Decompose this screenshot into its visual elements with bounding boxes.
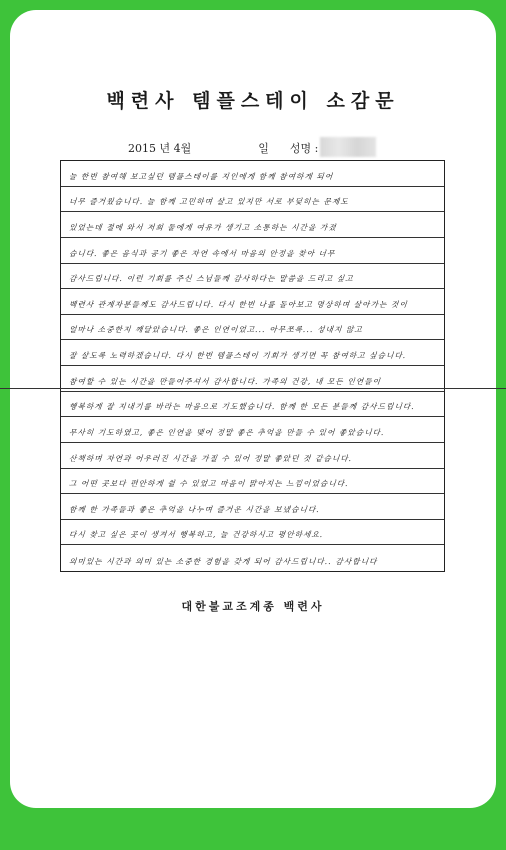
handwritten-text: 다시 찾고 싶은 곳이 생겨서 행복하고, 늘 건강하시고 평안하세요. [68, 530, 324, 540]
text-line [61, 289, 444, 315]
handwritten-text: 무사히 기도하였고, 좋은 인연을 맺어 정말 좋은 추억을 만들 수 있어 좋았습니다. [68, 427, 386, 437]
text-line [61, 443, 444, 469]
handwritten-text: 얼마나 소중한지 깨달았습니다. 좋은 인연이었고... 아무쪼록... 성내지 않고 [68, 325, 364, 335]
fold-line [0, 388, 506, 389]
handwritten-text: 감사드립니다. 이런 기회를 주신 스님들께 감사하다는 말씀을 드리고 싶고 [68, 274, 355, 284]
document-meta [128, 140, 318, 156]
handwritten-text: 함께 한 가족들과 좋은 추억을 나누며 즐거운 시간을 보냈습니다. [68, 504, 321, 514]
redacted-name [320, 137, 376, 157]
text-line [61, 212, 444, 238]
text-line [61, 187, 444, 213]
handwritten-text: 있었는데 절에 와서 저희 둘에게 여유가 생기고 소통하는 시간을 가졌 [68, 222, 338, 232]
handwritten-text: 늘 한번 참여해 보고싶던 템플스테이를 지인에게 함께 참여하게 되어 [68, 171, 334, 181]
text-line [61, 315, 444, 341]
document-title: 백련사 템플스테이 소감문 [106, 90, 400, 112]
text-line [61, 417, 444, 443]
handwritten-text: 산책하며 자연과 어우러진 시간을 가질 수 있어 정말 좋았던 것 같습니다. [68, 453, 353, 463]
name-label: 성명 : [289, 142, 319, 155]
handwritten-text: 백련사 관계자분들께도 감사드립니다. 다시 한번 나를 돌아보고 명상하며 살아가는 것이 [68, 299, 409, 309]
temple-name: 대한불교조계종 백련사 [181, 600, 325, 613]
text-line [61, 392, 444, 418]
handwritten-text: 참여할 수 있는 시간을 만들어주셔서 감사합니다. 가족의 건강, 내 모든 인연들이 [68, 376, 382, 386]
text-line [61, 161, 444, 187]
handwritten-text: 너무 즐거웠습니다. 늘 함께 고민하며 살고 있지만 서로 부딪히는 문제도 [68, 197, 350, 207]
handwritten-text: 그 어떤 곳보다 편안하게 쉴 수 있었고 마음이 맑아지는 느낌이었습니다. [68, 479, 350, 489]
handwritten-text: 행복하게 잘 지내기를 바라는 마음으로 기도했습니다. 함께 한 모든 분들께 감사드립니다. [68, 402, 416, 412]
text-line [61, 494, 444, 520]
text-line [61, 238, 444, 264]
handwritten-page [60, 160, 445, 572]
handwritten-text: 의미있는 시간과 의미 있는 소중한 경험을 갖게 되어 감사드립니다.. 감사합니다 [68, 557, 379, 566]
handwritten-text: 습니다. 좋은 음식과 공기 좋은 자연 속에서 마음의 안정을 찾아 너무 [68, 248, 336, 258]
date-field: 2015 년 4월 [128, 142, 192, 155]
text-line [61, 469, 444, 495]
handwritten-text: 잘 살도록 노력하겠습니다. 다시 한번 템플스테이 기회가 생기면 꼭 참여하고 싶습니다. [68, 351, 407, 360]
text-line [61, 264, 444, 290]
text-line [61, 545, 444, 571]
text-line [61, 520, 444, 546]
day-label: 일 [258, 142, 269, 155]
text-line [61, 340, 444, 366]
